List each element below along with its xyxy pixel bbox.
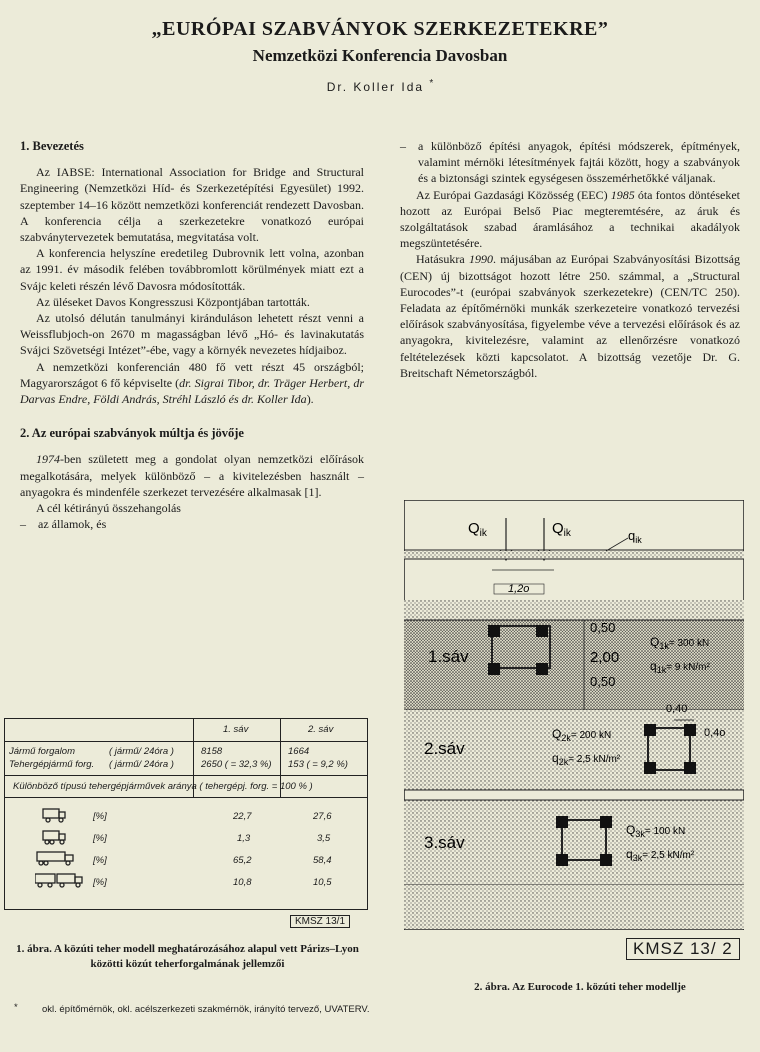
article-subtitle: Nemzetközi Konferencia Davosban xyxy=(252,46,508,65)
paragraph: A cél kétirányú összehangolás xyxy=(36,501,181,516)
paragraph xyxy=(400,251,740,381)
semitrailer-icon xyxy=(37,852,73,865)
figure-caption: 2. ábra. Az Eurocode 1. közúti teher modellje xyxy=(474,981,686,993)
row-label-trucks: Tehergépjármű forg. xyxy=(9,759,95,770)
lane-2-q: $q_{2k}^{= 2,5 kN/m^2}$ xyxy=(552,751,621,767)
row-label-traffic: Jármű forgalom xyxy=(9,746,75,757)
row-unit: [%] xyxy=(93,833,107,844)
dash-mark: – xyxy=(400,139,406,153)
text-run: Hatásukra xyxy=(416,252,469,267)
row-unit: [%] xyxy=(93,811,107,822)
author-footnote-mark: * xyxy=(429,78,434,89)
cell-value: 1,3 xyxy=(237,833,251,844)
dash-item xyxy=(20,516,364,532)
truck-2axle-icon xyxy=(43,809,65,822)
lane-3-label: 3.sáv xyxy=(424,833,465,852)
cell-value: 2650 ( = 32,3 %) xyxy=(201,759,272,770)
lane-3-q: $q_{3k}^{= 2,5 kN/m^2}$ xyxy=(626,847,695,863)
paragraph: Az IABSE: International Association for Bridge and Structural Engineering (Nemzetközi Híd- és Szerkezetépítési Egyesület) 1992. szeptember 14–16 között nemzetközi konferenciát rendezett Davosban. A konferencia célja a szerkezetekre vonatkozó európai szabványtervezetek bemutatása, megvitatása volt. xyxy=(20,165,364,245)
paragraph: Az üléseket Davos Kongresszusi Központjában tartották. xyxy=(36,294,310,309)
cell-value: 10,8 xyxy=(233,877,252,888)
dim-050-bottom: 0,50 xyxy=(590,674,616,689)
cell-value: 65,2 xyxy=(233,855,252,866)
load-model-diagram xyxy=(404,500,744,930)
dim-050-top: 0,50 xyxy=(590,620,616,635)
row-unit: [%] xyxy=(93,877,107,888)
cell-value: 58,4 xyxy=(313,855,332,866)
paragraph xyxy=(400,187,740,252)
dash-text: az államok, és xyxy=(38,517,107,532)
section-heading-intro: 1. Bevezetés xyxy=(20,139,84,153)
year: 1985 xyxy=(610,187,635,202)
text-run: A nemzetközi konferencián 480 fő vett részt 45 országból; Magyarországot 6 fő képviselte ( xyxy=(20,359,364,390)
lane-2-label: 2.sáv xyxy=(424,739,465,758)
q-right-label: $Q_{ik}$ xyxy=(552,520,571,539)
cell-value: 153 ( = 9,2 %) xyxy=(288,759,348,770)
year: 1974 xyxy=(36,452,60,467)
footnote-text: okl. építőmérnök, okl. acélszerkezeti szakmérnök, irányító tervező, UVATERV. xyxy=(42,1004,370,1015)
dim-040-right: 0,4o xyxy=(704,727,726,739)
paragraph xyxy=(20,451,364,500)
text-run: óta fontos döntéseket hozott az Európai Belső Piac megteremtésére, az áruk és szolgáltatások szabad áramlásához a technikai akadályok megszüntetésére. xyxy=(400,187,740,251)
lane-3-Q: $Q_{3k}^{= 100 kN}$ xyxy=(626,823,686,839)
dim-120: 1,2o xyxy=(508,583,530,595)
row-unit: [%] xyxy=(93,855,107,866)
text-run: . májusában az Európai Szabványosítási Bizottság (CEN) új bizottságot hozott létre 250. számmal, a „Structural Eurocodes”-t (európai szabványok szerkezetekre) (CEN/TC 250). Feladata az építőmérnöki munkák szerkezeteire vonatkozó tervezési előírások szabványosítása, figyelembe véve a tervezési előírások és az anyagokra, kivitelezésre, valamint az ellenőrzésre vonatkozó feltételezések közti kapcsolatot. A bizottság vezetője Dr. G. Breitschaft Németországból. xyxy=(400,252,740,380)
q-left-label: $Q_{ik}$ xyxy=(468,520,487,539)
truck-trailer-icon xyxy=(35,874,82,887)
row-unit: ( jármű/ 24óra ) xyxy=(109,746,174,757)
lane-1-Q: $Q_{1k}^{= 300 kN}$ xyxy=(650,635,710,651)
paragraph: Az utolsó délután tanulmányi kiránduláson lehetett részt venni a Weissflubjoch-on 2670 m magasságban lévő „Hó- és lavinakutatás Svájci Szövetségi Intézet”-ébe, vagy a környék nevezetes hídjaiboz. xyxy=(20,311,364,358)
dim-040: 0,40 xyxy=(666,703,688,715)
cell-value: 22,7 xyxy=(233,811,252,822)
column-header-lane2: 2. sáv xyxy=(308,724,334,735)
year: 1990 xyxy=(468,252,493,267)
figure-caption: 1. ábra. A közúti teher modell meghatározásához alapul vett Párizs–Lyon közötti közút teherforgalmának jellemzői xyxy=(16,943,359,970)
text-run: Az Európai Gazdasági Közösség (EEC) xyxy=(416,187,611,202)
cell-value: 10,5 xyxy=(313,877,332,888)
left-column xyxy=(20,138,364,532)
dash-mark: – xyxy=(20,517,26,532)
author xyxy=(0,78,760,94)
right-column xyxy=(400,138,740,381)
author-name: Dr. Koller Ida xyxy=(326,80,425,94)
figure-code: KMSZ 13/1 xyxy=(290,915,350,928)
figure-code: KMSZ 13/ 2 xyxy=(626,938,740,960)
lane-1-q: $q_{1k}^{= 9 kN/m^2}$ xyxy=(650,659,710,675)
participants: dr. Sigrai Tibor, dr. Träger Herbert, dr Darvas Endre, Földi András, Stréhl László és dr. Koller Ida xyxy=(20,375,364,407)
text-run: -ben született meg a gondolat olyan nemzetközi előírások megalkotására, melyek különböző – a kivitelezésben használt – anyagokra és mindenféle szerkezet tervezésére alkalmasak [1]. xyxy=(20,452,364,499)
truck-3axle-icon xyxy=(43,831,65,844)
lane-2-Q: $Q_{2k}^{= 200 kN}$ xyxy=(552,727,612,743)
truck-types-icons xyxy=(35,807,95,907)
paragraph: A konferencia helyszíne eredetileg Dubrovnik lett volna, azonban az 1991. év második felében továbbromlott körülmények miatt ezt a Svájc keleti részén lévő Davosra módosították. xyxy=(20,246,364,293)
cell-value: 8158 xyxy=(201,746,223,757)
section-heading-history: 2. Az európai szabványok múltja és jövője xyxy=(20,426,244,441)
dim-200: 2,00 xyxy=(590,649,620,666)
column-header-lane1: 1. sáv xyxy=(223,724,249,735)
section-label: Különböző típusú tehergépjárművek aránya ( tehergépj. forg. = 100 % ) xyxy=(13,781,313,792)
cell-value: 27,6 xyxy=(313,811,332,822)
cell-value: 3,5 xyxy=(317,833,331,844)
dash-text: a különböző építési anyagok, építési módszerek, építmények, valamint mérnöki létesítmények fajtái között, hogy a szabványok és a biztonsági szintek egységesen összemérhetőkké váljanak. xyxy=(418,139,740,186)
traffic-table xyxy=(4,718,368,910)
row-unit: ( jármű/ 24óra ) xyxy=(109,759,174,770)
text-run: ). xyxy=(306,392,314,407)
cell-value: 1664 xyxy=(288,746,310,757)
paragraph xyxy=(20,359,364,408)
qik-label: $q_{ik}$ xyxy=(628,528,642,545)
dash-item xyxy=(400,138,740,187)
footnote-mark: * xyxy=(14,1002,18,1013)
article-title: „EURÓPAI SZABVÁNYOK SZERKEZETEKRE” xyxy=(151,18,609,40)
lane-1-label: 1.sáv xyxy=(428,647,469,666)
